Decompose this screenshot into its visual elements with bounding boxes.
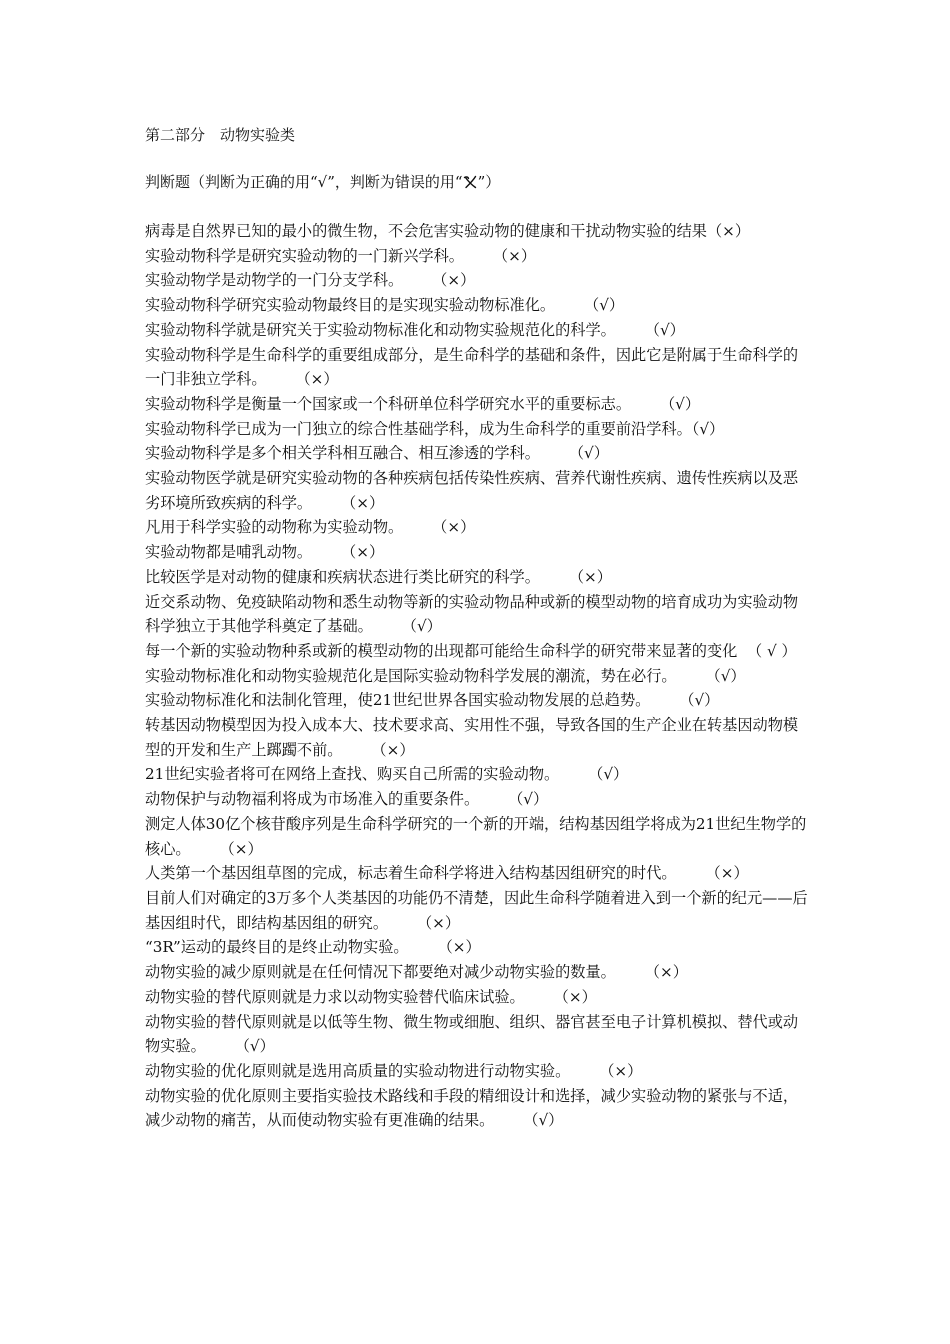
question-item: 目前人们对确定的3万多个人类基因的功能仍不清楚，因此生命科学随着进入到一个新的纪元——后基因组时代，即结构基因组的研究。 （×） [145,888,808,932]
question-item: 动物实验的优化原则就是选用高质量的实验动物进行动物实验。 （×） [145,1061,643,1080]
question-item: 实验动物都是哺乳动物。 （×） [145,543,385,562]
question-item: 实验动物科学是多个相关学科相互融合、相互渗透的学科。 （√） [145,444,609,463]
question-item: 病毒是自然界已知的最小的微生物，不会危害实验动物的健康和干扰动物实验的结果（×） [145,222,751,240]
instruction-text-before: 判断题（判断为正确的用“√”，判断为错误的用“ [145,173,463,191]
cross-mark-icon [463,174,478,190]
question-item: 人类第一个基因组草图的完成，标志着生命科学将进入结构基因组研究的时代。 （×） [145,864,749,883]
question-item: 实验动物科学是研究实验动物的一门新兴学科。 （×） [145,246,537,265]
instruction [145,171,810,193]
question-item: 21世纪实验者将可在网络上查找、购买自己所需的实验动物。 （√） [145,765,629,784]
question-item: 实验动物科学是生命科学的重要组成部分，是生命科学的基础和条件，因此它是附属于生命科学的一门非独立学科。 （×） [145,345,799,389]
question-item: 实验动物标准化和法制化管理，使21世纪世界各国实验动物发展的总趋势。 （√） [145,691,720,710]
question-item: 动物实验的替代原则就是以低等生物、微生物或细胞、组织、器官甚至电子计算机模拟、替代或动物实验。 （√） [145,1012,799,1056]
question-item: 动物实验的替代原则就是力求以动物实验替代临床试验。 （×） [145,987,597,1006]
section-heading [145,124,810,146]
question-item: 实验动物标准化和动物实验规范化是国际实验动物科学发展的潮流，势在必行。 （√） [145,666,746,685]
question-item: 实验动物科学是衡量一个国家或一个科研单位科学研究水平的重要标志。 （√） [145,394,701,413]
question-item: 实验动物科学就是研究关于实验动物标准化和动物实验规范化的科学。 （√） [145,320,685,339]
question-list [145,219,810,1133]
question-item: 实验动物医学就是研究实验动物的各种疾病包括传染性疾病、营养代谢性疾病、遗传性疾病以及恶劣环境所致疾病的科学。 （×） [145,469,799,512]
question-item: “3R”运动的最终目的是终止动物实验。 （×） [145,938,481,957]
question-item: 动物保护与动物福利将成为市场准入的重要条件。 （√） [145,790,549,809]
document-page [145,124,810,1133]
section-title: 第二部分 [145,126,206,144]
instruction-text-after: ”） [477,173,501,191]
question-item: 实验动物科学研究实验动物最终目的是实现实验动物标准化。 （√） [145,296,625,315]
question-item: 实验动物学是动物学的一门分支学科。 （×） [145,271,476,290]
question-item: 实验动物科学已成为一门独立的综合性基础学科，成为生命科学的重要前沿学科。（√） [145,419,725,438]
question-item: 动物实验的优化原则主要指实验技术路线和手段的精细设计和选择，减少实验动物的紧张与不适，减少动物的痛苦，从而使动物实验有更准确的结果。 （√） [145,1086,799,1130]
question-item: 每一个新的实验动物种系或新的模型动物的出现都可能给生命科学的研究带来显著的变化 （ √ ） [145,641,797,660]
question-item: 转基因动物模型因为投入成本大、技术要求高、实用性不强，导致各国的生产企业在转基因动物模型的开发和生产上踯躅不前。 （×） [145,716,799,759]
question-item: 动物实验的减少原则就是在任何情况下都要绝对减少动物实验的数量。 （×） [145,963,688,982]
question-item: 测定人体30亿个核苷酸序列是生命科学研究的一个新的开端，结构基因组学将成为21世纪生物学的核心。 （×） [145,814,807,858]
section-subtitle: 动物实验类 [220,126,296,144]
question-item: 比较医学是对动物的健康和疾病状态进行类比研究的科学。 （×） [145,567,612,586]
question-item: 近交系动物、免疫缺陷动物和悉生动物等新的实验动物品种或新的模型动物的培育成功为实验动物科学独立于其他学科奠定了基础。 （√） [145,592,799,636]
question-item: 凡用于科学实验的动物称为实验动物。 （×） [145,518,476,537]
